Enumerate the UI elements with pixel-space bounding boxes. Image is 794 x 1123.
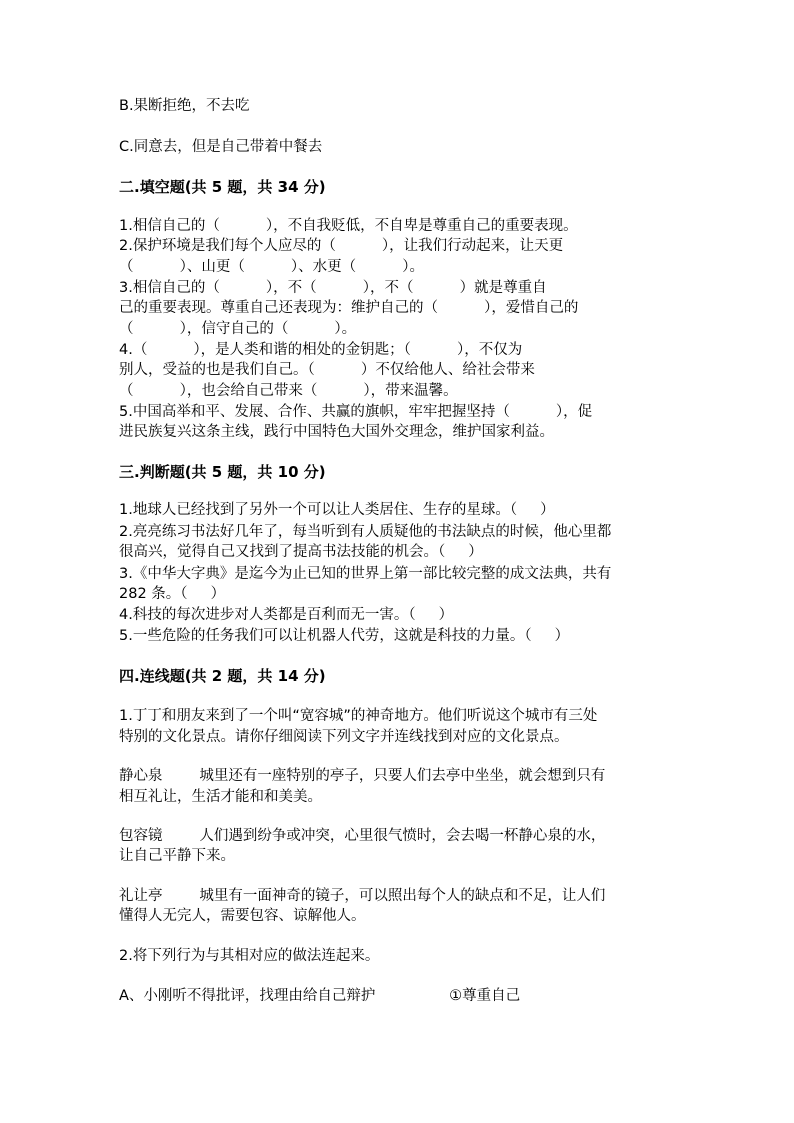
fill-question-5: 5.中国高举和平、发展、合作、共赢的旗帜，牢牢把握坚持（ ），促	[119, 404, 593, 420]
fill-question-3: 3.相信自己的（ ），不（ ），不（ ）就是尊重自	[119, 280, 547, 296]
judge-question-5: 5.一些危险的任务我们可以让机器人代劳，这就是科技的力量。（ ）	[119, 628, 570, 644]
match-question-1: 1.丁丁和朋友来到了一个叫“宽容城”的神奇地方。他们听说这个城市有三处	[119, 708, 598, 724]
match-item-lirangting-cont: 懂得人无完人，需要包容、谅解他人。	[119, 908, 366, 924]
fill-question-3-cont: 己的重要表现。尊重自己还表现为：维护自己的（ ），爱惜自己的	[119, 300, 579, 316]
fill-question-2-cont: （ ）、山更（ ）、水更（ ）。	[119, 259, 425, 275]
judge-question-3-cont: 282 条。（ ）	[119, 586, 226, 602]
judge-question-2: 2.亮亮练习书法好几年了，每当听到有人质疑他的书法缺点的时候，他心里都	[119, 524, 612, 540]
section-heading-judge: 三.判断题(共 5 题，共 10 分)	[119, 463, 326, 481]
match-question-2: 2.将下列行为与其相对应的做法连起来。	[119, 948, 380, 964]
match-item-jingxinquan: 静心泉 城里还有一座特别的亭子，只要人们去亭中坐坐，就会想到只有	[119, 768, 606, 784]
fill-question-5-cont: 进民族复兴这条主线，践行中国特色大国外交理念，维护国家利益。	[119, 424, 554, 440]
fill-question-2: 2.保护环境是我们每个人应尽的（ ），让我们行动起来，让天更	[119, 238, 564, 254]
match-item-baorongjing: 包容镜 人们遇到纷争或冲突，心里很气愤时，会去喝一杯静心泉的水，	[119, 828, 606, 844]
fill-question-4-cont2: （ ），也会给自己带来（ ），带来温馨。	[119, 383, 458, 399]
fill-question-1: 1.相信自己的（ ），不自我贬低，不自卑是尊重自己的重要表现。	[119, 218, 578, 234]
fill-question-3-cont2: （ ），信守自己的（ ）。	[119, 321, 357, 337]
match-question-1-cont: 特别的文化景点。请你仔细阅读下列文字并连线找到对应的文化景点。	[119, 729, 569, 745]
judge-question-4: 4.科技的每次进步对人类都是百利而无一害。（ ）	[119, 607, 454, 623]
match-item-jingxinquan-cont: 相互礼让，生活才能和和美美。	[119, 789, 322, 805]
match-item-lirangting: 礼让亭 城里有一面神奇的镜子，可以照出每个人的缺点和不足，让人们	[119, 888, 606, 904]
option-c: C.同意去，但是自己带着中餐去	[119, 139, 323, 155]
match-question-2-item-a: A、小刚听不得批评，找理由给自己辩护 ①尊重自己	[119, 988, 521, 1004]
judge-question-2-cont: 很高兴，觉得自己又找到了提高书法技能的机会。（ ）	[119, 544, 483, 560]
fill-question-4-cont: 别人，受益的也是我们自己。（ ）不仅给他人、给社会带来	[119, 362, 535, 378]
fill-question-4: 4.（ ），是人类和谐的相处的金钥匙；（ ），不仅为	[119, 342, 523, 358]
judge-question-1: 1.地球人已经找到了另外一个可以让人类居住、生存的星球。（ ）	[119, 502, 555, 518]
option-b: B.果断拒绝，不去吃	[119, 98, 250, 114]
match-item-baorongjing-cont: 让自己平静下来。	[119, 848, 235, 864]
section-heading-fill: 二.填空题(共 5 题，共 34 分)	[119, 178, 326, 196]
judge-question-3: 3.《中华大字典》是迄今为止已知的世界上第一部比较完整的成文法典，共有	[119, 566, 612, 582]
section-heading-match: 四.连线题(共 2 题，共 14 分)	[119, 667, 326, 685]
